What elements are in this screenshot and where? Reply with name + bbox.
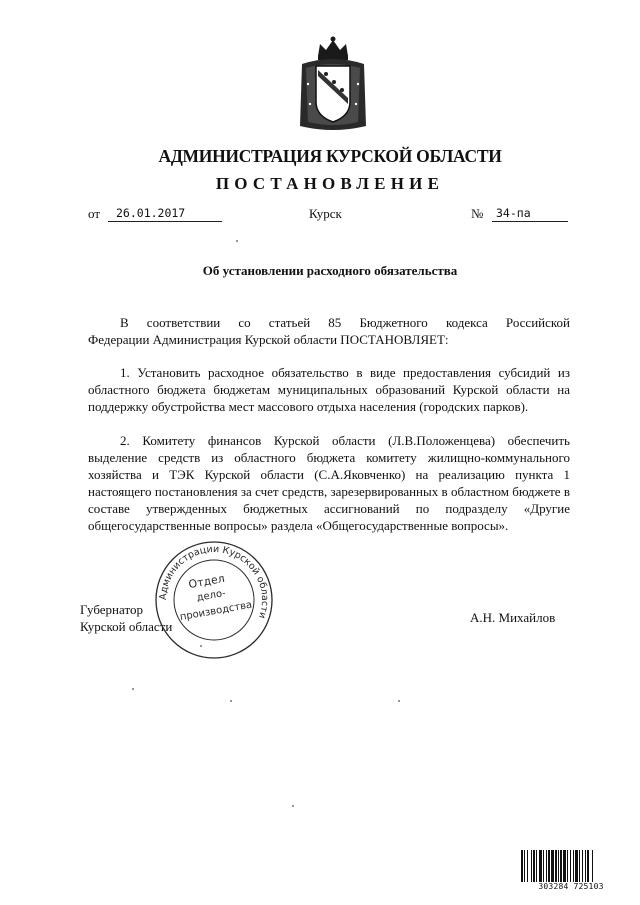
stamp-center-line-1: Отдел [187,571,226,592]
barcode-bar [575,850,578,884]
barcode-bar [533,850,535,884]
barcode-bar [582,850,583,884]
document-subject: Об установлении расходного обязательства [202,263,458,278]
scan-speck [398,700,400,702]
scan-speck [230,700,232,702]
scan-speck [132,688,134,690]
barcode-bar [548,850,550,884]
signatory-name: А.Н. Михайлов [470,610,556,625]
intro-line-2: Федерации Администрация Курской области ПОСТАНОВЛЯЕТ: [88,332,449,347]
scan-speck [292,805,294,807]
signatory-title-line-1: Губернатор [80,602,143,617]
item-1-text: 1. Установить расходное обязательство в виде предоставления субсидий из областного бюджета бюджетам муниципальных образований Курской области на поддержку обустройства мест массового отдыха населения (городских парков). [88,365,570,414]
intro-line-1: В соответствии со статьей 85 Бюджетного кодекса Российской [120,315,570,330]
barcode-bar [587,850,589,884]
scan-speck [236,240,238,242]
barcode-bar [567,850,568,884]
barcode-bars [521,850,621,884]
kursk-coat-of-arms-icon [296,34,370,134]
barcode-bar [543,850,544,884]
item-2-paragraph [88,432,570,534]
barcode-bar [560,850,562,884]
barcode-bar [521,850,523,884]
document-city: Курск [309,206,342,221]
document-number: 34-па [492,206,568,222]
barcode-bar [551,850,554,884]
barcode-bar [579,850,580,884]
organization-title: АДМИНИСТРАЦИЯ КУРСКОЙ ОБЛАСТИ [158,146,502,166]
document-date: 26.01.2017 [108,206,222,222]
office-stamp [148,538,280,662]
signatory-title-line-2: Курской области [80,619,173,634]
barcode-bar [546,850,547,884]
barcode-digits: 303284 725103 [518,882,624,891]
barcode-bar [585,850,586,884]
barcode-bar [563,850,566,884]
scan-speck [200,645,202,647]
barcode-bar [558,850,559,884]
stamp-center-line-3: производства [179,599,253,624]
document-type-title: ПОСТАНОВЛЕНИЕ [215,174,445,193]
barcode-bar [592,850,593,884]
item-2-text: 2. Комитету финансов Курской области (Л.В.Положенцева) обеспечить выделение средств из областного бюджета комитету жилищно-коммунального хозяйства и ТЭК Курской области (С.А.Яковченко) на реализацию пункта 1 настоящего постановления за счет средств, зарезервированных в областном бюджете в составе утвержденных бюджетных ассигнований по подразделу «Другие общегосударственные вопросы» раздела «Общегосударственные вопросы». [88,433,570,533]
item-1-paragraph [88,364,570,415]
intro-paragraph [88,314,570,348]
date-prefix: от [88,206,101,221]
barcode-bar [531,850,532,884]
document-barcode [518,846,624,894]
barcode-bar [524,850,525,884]
barcode-bar [536,850,537,884]
barcode-bar [527,850,528,884]
number-prefix: № [471,206,484,221]
barcode-bar [539,850,542,884]
barcode-bar [573,850,574,884]
barcode-bar [555,850,557,884]
stamp-ring-text: Администрации Курской области [157,543,271,620]
barcode-bar [570,850,571,884]
stamp-center-line-2: дело- [195,587,227,604]
